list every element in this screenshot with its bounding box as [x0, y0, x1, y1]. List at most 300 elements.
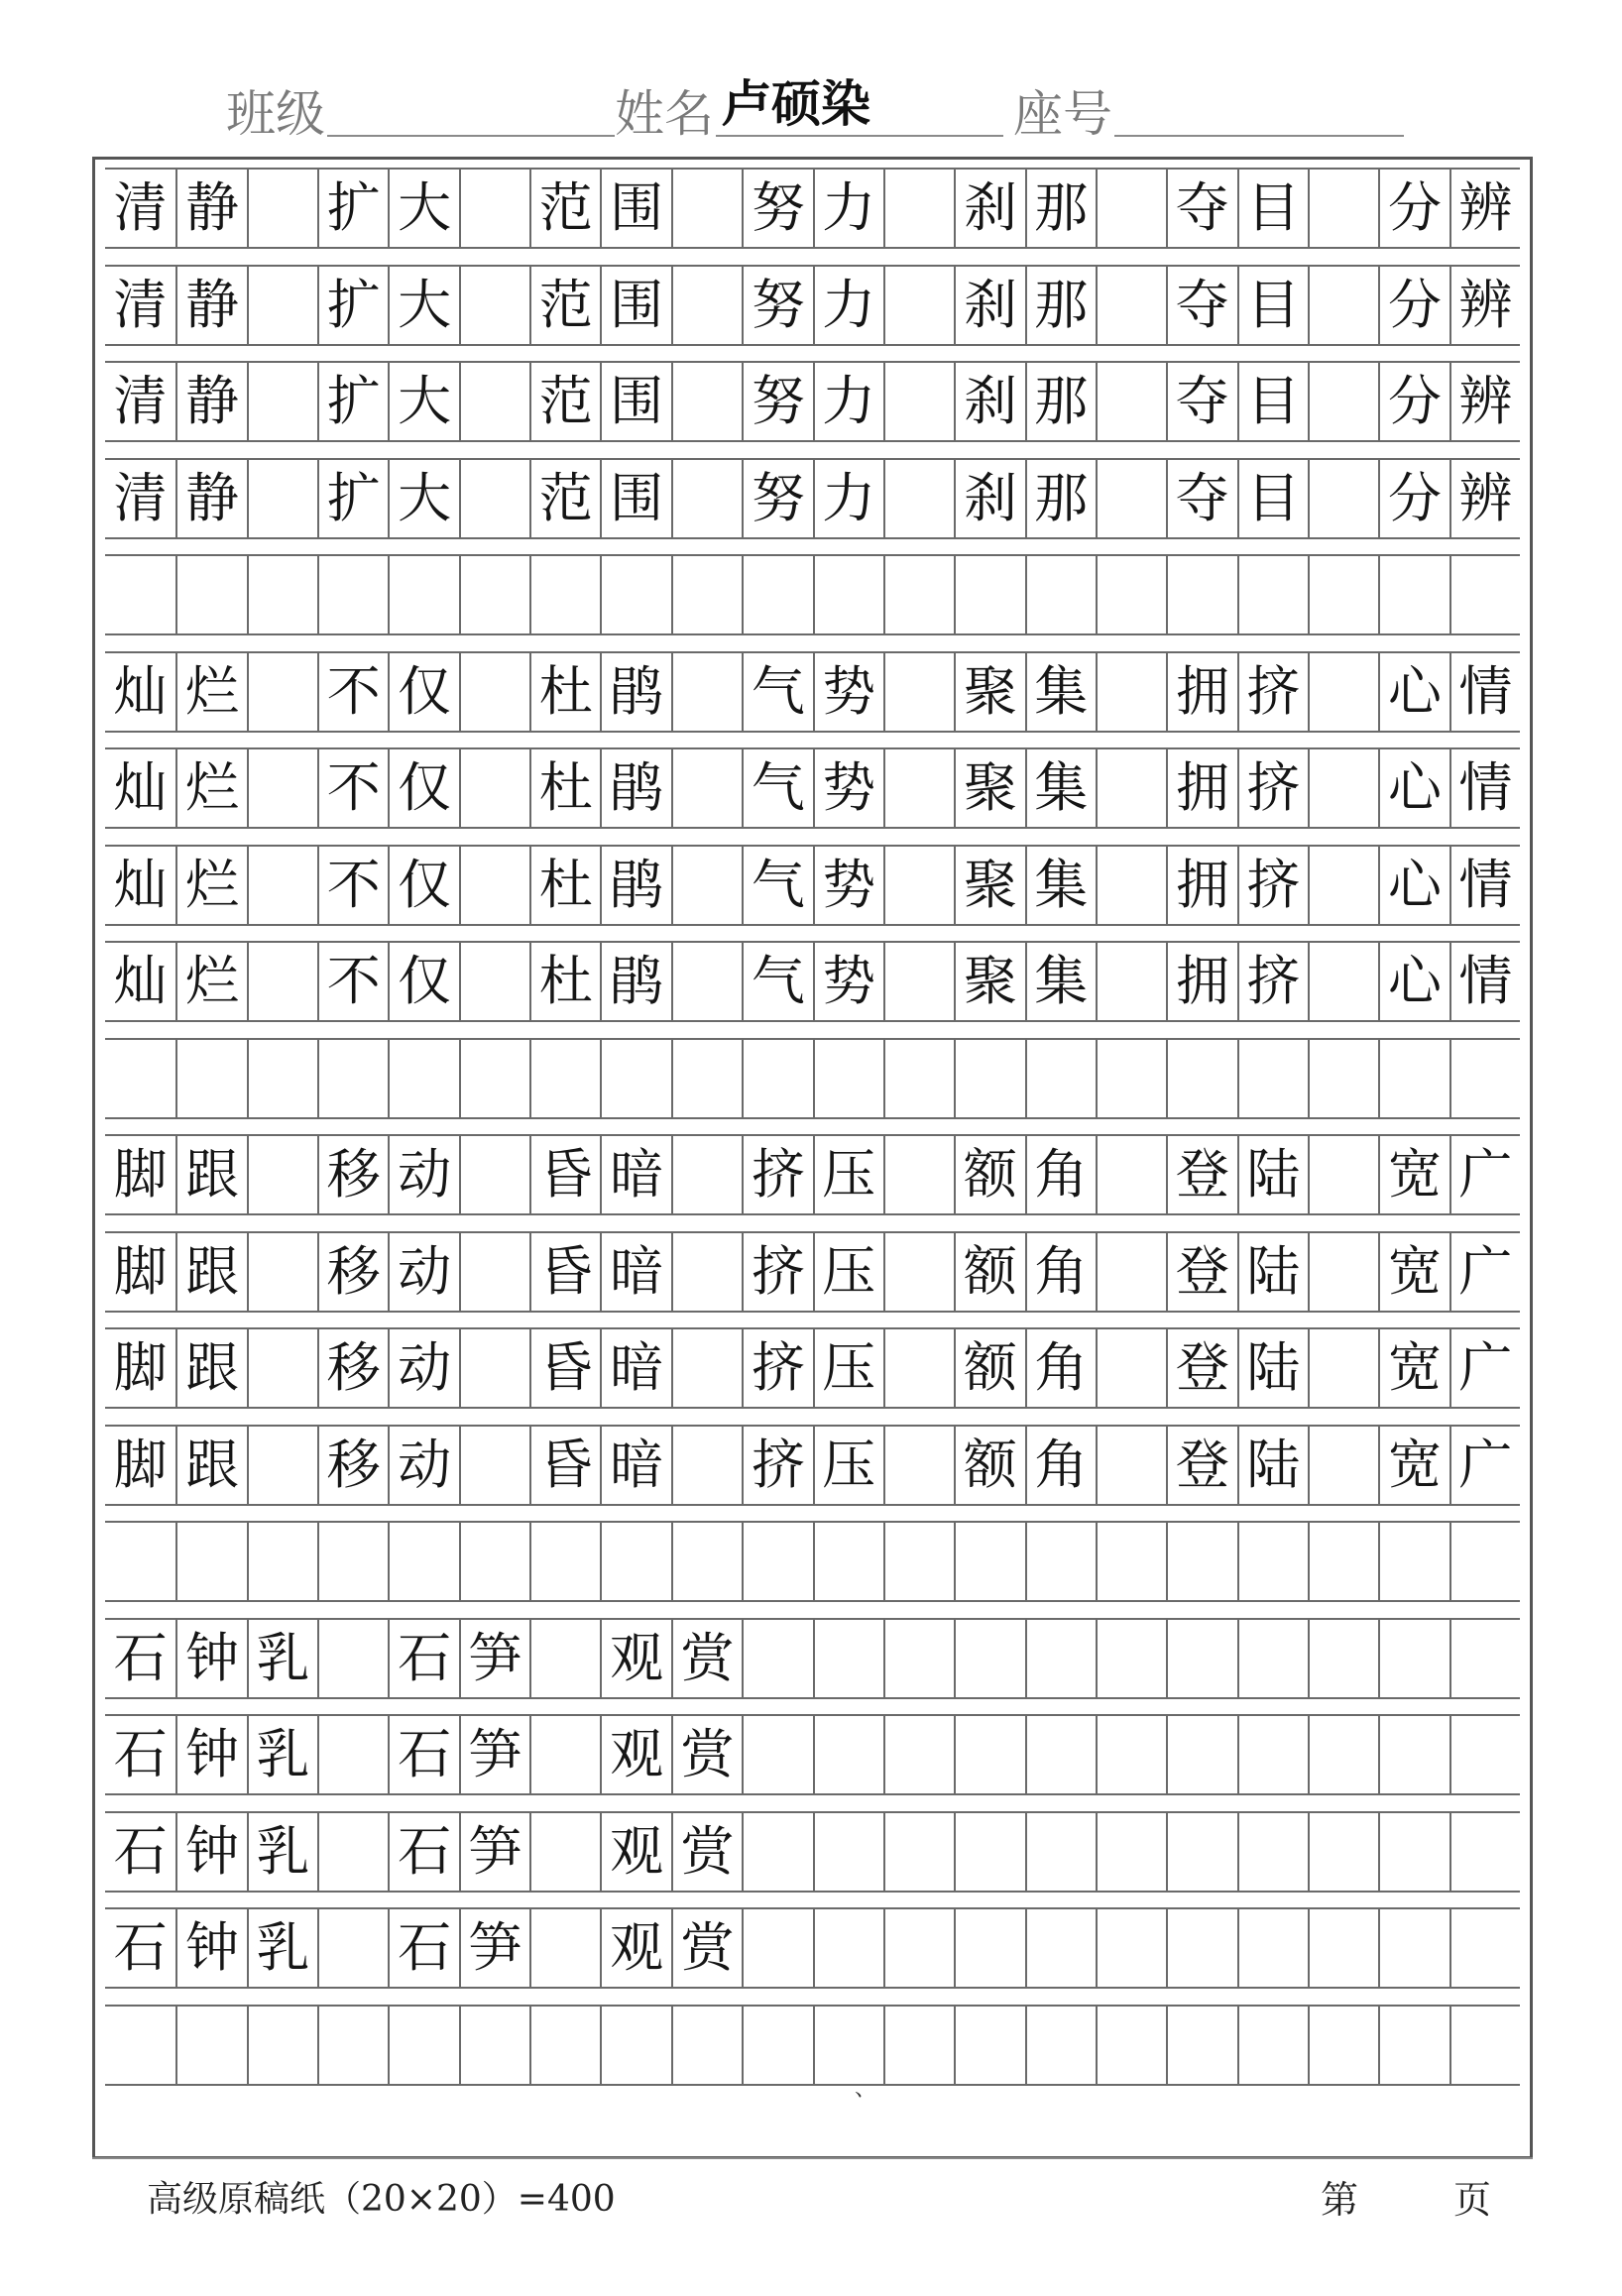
grid-cell: 心	[1378, 653, 1448, 731]
grid-cell: 大	[388, 460, 458, 537]
grid-cell: 挤	[1237, 943, 1308, 1020]
grid-cell: 乳	[247, 1813, 317, 1891]
grid-cell: 围	[600, 267, 670, 344]
grid-cell: 登	[1166, 1427, 1236, 1504]
grid-cell	[883, 1233, 954, 1311]
grid-cell: 努	[742, 460, 812, 537]
grid-cell	[1237, 1813, 1308, 1891]
grid-cell	[954, 1040, 1024, 1117]
grid-cell: 目	[1237, 460, 1308, 537]
paper-spec: 高级原稿纸（20×20）=400	[147, 2179, 616, 2220]
grid-cell: 挤	[742, 1427, 812, 1504]
grid-cell: 刹	[954, 170, 1024, 247]
grid-cell	[813, 1620, 883, 1697]
grid-cell	[671, 556, 742, 633]
grid-cell	[317, 556, 388, 633]
stray-mark: 、	[855, 2077, 877, 2102]
grid-cell: 笋	[459, 1620, 529, 1697]
grid-cell	[883, 1136, 954, 1213]
grid-cell: 扩	[317, 363, 388, 440]
grid-cell	[1308, 943, 1378, 1020]
grid-cell: 广	[1449, 1329, 1520, 1407]
grid-cell: 静	[175, 363, 246, 440]
grid-cell: 清	[113, 273, 168, 336]
grid-row	[105, 1038, 1520, 1119]
grid-cell: 心	[1378, 943, 1448, 1020]
grid-cell	[1166, 1620, 1236, 1697]
grid-cell: 清	[113, 466, 168, 529]
grid-cell	[1096, 1040, 1166, 1117]
grid-cell	[954, 1813, 1024, 1891]
grid-cell	[813, 1909, 883, 1987]
grid-cell	[317, 1716, 388, 1793]
grid-cell	[529, 1813, 600, 1891]
grid-cell	[600, 1040, 670, 1117]
grid-cell	[459, 1136, 529, 1213]
grid-cell: 石	[388, 1620, 458, 1697]
grid-cell: 灿	[113, 853, 168, 916]
grid-cell: 石	[388, 1716, 458, 1793]
grid-cell	[671, 847, 742, 924]
grid-cell	[954, 2007, 1024, 2084]
grid-cell	[1449, 1909, 1520, 1987]
grid-cell	[247, 653, 317, 731]
class-underline	[327, 135, 615, 137]
grid-cell	[1096, 1909, 1166, 1987]
grid-cell: 集	[1025, 847, 1096, 924]
grid-cell: 势	[813, 653, 883, 731]
manuscript-grid	[92, 157, 1533, 2159]
grid-cell: 静	[175, 170, 246, 247]
grid-cell	[1378, 1716, 1448, 1793]
grid-cell	[105, 1523, 175, 1600]
grid-cell	[247, 1040, 317, 1117]
grid-cell	[1096, 1716, 1166, 1793]
grid-cell	[1096, 943, 1166, 1020]
grid-cell: 力	[813, 460, 883, 537]
grid-cell	[813, 1716, 883, 1793]
grid-cell: 角	[1025, 1427, 1096, 1504]
grid-cell	[1025, 1909, 1096, 1987]
grid-cell	[600, 556, 670, 633]
grid-cell: 鹃	[600, 847, 670, 924]
grid-cell: 那	[1025, 460, 1096, 537]
grid-cell	[459, 1040, 529, 1117]
grid-cell	[813, 556, 883, 633]
grid-cell: 暗	[600, 1136, 670, 1213]
grid-row	[105, 1907, 1520, 1989]
grid-cell: 大	[388, 363, 458, 440]
grid-cell: 集	[1025, 653, 1096, 731]
grid-row	[105, 845, 1520, 926]
grid-cell: 额	[954, 1233, 1024, 1311]
grid-cell	[459, 556, 529, 633]
student-name: 卢硕染	[722, 75, 870, 133]
grid-cell	[1166, 1909, 1236, 1987]
grid-cell: 围	[600, 170, 670, 247]
grid-cell: 刹	[954, 363, 1024, 440]
grid-cell	[529, 1716, 600, 1793]
grid-cell: 鹃	[600, 943, 670, 1020]
grid-cell: 角	[1025, 1329, 1096, 1407]
name-label: 姓名	[615, 85, 714, 143]
grid-cell: 挤	[742, 1329, 812, 1407]
page-label-ye: 页	[1453, 2178, 1492, 2222]
grid-cell	[459, 653, 529, 731]
grid-cell: 围	[600, 460, 670, 537]
class-field	[226, 69, 325, 143]
grid-cell	[671, 653, 742, 731]
grid-cell	[954, 1909, 1024, 1987]
grid-cell	[175, 2007, 246, 2084]
grid-cell	[1166, 1040, 1236, 1117]
grid-row	[105, 1425, 1520, 1506]
grid-row	[105, 554, 1520, 635]
grid-cell	[247, 943, 317, 1020]
grid-cell: 跟	[175, 1427, 246, 1504]
grid-cell: 心	[1378, 847, 1448, 924]
grid-cell: 笋	[459, 1813, 529, 1891]
grid-row	[105, 265, 1520, 346]
grid-cell: 分	[1378, 460, 1448, 537]
grid-cell	[1237, 1040, 1308, 1117]
grid-cell: 登	[1166, 1329, 1236, 1407]
grid-cell: 跟	[175, 1136, 246, 1213]
grid-cell: 杜	[529, 653, 600, 731]
grid-cell: 刹	[954, 267, 1024, 344]
grid-cell: 挤	[1237, 653, 1308, 731]
grid-cell: 乳	[247, 1620, 317, 1697]
grid-cell	[954, 1620, 1024, 1697]
grid-cell	[529, 1909, 600, 1987]
class-label: 班级	[226, 85, 325, 143]
grid-cell	[883, 1813, 954, 1891]
grid-cell	[1308, 2007, 1378, 2084]
grid-cell	[1096, 363, 1166, 440]
grid-cell	[1308, 1523, 1378, 1600]
grid-cell: 额	[954, 1427, 1024, 1504]
grid-cell: 跟	[175, 1233, 246, 1311]
grid-cell	[459, 749, 529, 827]
worksheet-header	[0, 0, 1622, 149]
grid-row	[105, 941, 1520, 1022]
grid-cell	[1096, 1233, 1166, 1311]
grid-cell	[1308, 460, 1378, 537]
grid-cell: 角	[1025, 1233, 1096, 1311]
grid-cell: 灿	[113, 659, 168, 723]
grid-cell: 昏	[529, 1136, 600, 1213]
grid-cell: 心	[1378, 749, 1448, 827]
grid-cell: 笋	[459, 1909, 529, 1987]
grid-cell	[1166, 1813, 1236, 1891]
grid-cell	[883, 847, 954, 924]
grid-cell: 动	[388, 1233, 458, 1311]
grid-cell	[459, 1329, 529, 1407]
grid-cell: 仅	[388, 847, 458, 924]
grid-cell: 暗	[600, 1329, 670, 1407]
grid-cell: 聚	[954, 749, 1024, 827]
grid-cell: 夺	[1166, 460, 1236, 537]
grid-cell	[1378, 1909, 1448, 1987]
grid-cell: 扩	[317, 460, 388, 537]
grid-cell	[883, 1329, 954, 1407]
grid-cell: 辨	[1449, 267, 1520, 344]
grid-cell	[1237, 556, 1308, 633]
grid-cell: 广	[1449, 1427, 1520, 1504]
grid-cell: 角	[1025, 1136, 1096, 1213]
grid-cell	[883, 170, 954, 247]
grid-cell	[883, 943, 954, 1020]
grid-cell	[247, 363, 317, 440]
grid-cell	[1025, 2007, 1096, 2084]
grid-cell: 力	[813, 363, 883, 440]
grid-cell: 夺	[1166, 267, 1236, 344]
grid-cell: 刹	[954, 460, 1024, 537]
grid-cell: 额	[954, 1329, 1024, 1407]
grid-cell	[1166, 556, 1236, 633]
grid-cell	[600, 1523, 670, 1600]
grid-cell	[742, 556, 812, 633]
grid-cell	[1308, 1716, 1378, 1793]
grid-cell	[671, 1427, 742, 1504]
grid-cell	[671, 1233, 742, 1311]
grid-cell	[1096, 267, 1166, 344]
grid-cell: 范	[529, 363, 600, 440]
grid-cell: 移	[317, 1427, 388, 1504]
grid-cell	[742, 2007, 812, 2084]
page-label-di: 第	[1321, 2178, 1359, 2222]
grid-cell	[1166, 2007, 1236, 2084]
grid-cell: 围	[600, 363, 670, 440]
grid-cell: 大	[388, 267, 458, 344]
grid-cell	[1025, 1813, 1096, 1891]
grid-cell: 额	[954, 1136, 1024, 1213]
grid-cell: 鹃	[600, 749, 670, 827]
seat-label: 座号	[1013, 85, 1112, 143]
grid-cell: 暗	[600, 1427, 670, 1504]
grid-cell: 灿	[113, 756, 168, 819]
grid-cell: 努	[742, 170, 812, 247]
grid-cell: 压	[813, 1136, 883, 1213]
grid-cell	[671, 1523, 742, 1600]
grid-cell	[742, 1620, 812, 1697]
grid-cell	[1308, 1427, 1378, 1504]
grid-cell	[1096, 1427, 1166, 1504]
grid-cell: 不	[317, 943, 388, 1020]
seat-underline	[1114, 135, 1404, 137]
grid-cell	[1096, 1620, 1166, 1697]
grid-cell	[175, 1523, 246, 1600]
grid-cell	[247, 1136, 317, 1213]
grid-cell: 移	[317, 1329, 388, 1407]
grid-cell: 灿	[113, 950, 168, 1012]
grid-cell: 聚	[954, 653, 1024, 731]
grid-cell	[883, 460, 954, 537]
grid-cell	[529, 556, 600, 633]
grid-cell: 情	[1449, 749, 1520, 827]
grid-cell	[1025, 1716, 1096, 1793]
grid-cell	[883, 1040, 954, 1117]
grid-cell	[317, 2007, 388, 2084]
grid-cell: 范	[529, 170, 600, 247]
grid-row	[105, 651, 1520, 733]
grid-cell: 仅	[388, 943, 458, 1020]
grid-cell	[247, 749, 317, 827]
grid-cell: 不	[317, 847, 388, 924]
grid-cell: 陆	[1237, 1136, 1308, 1213]
grid-cell: 拥	[1166, 943, 1236, 1020]
grid-cell: 烂	[175, 847, 246, 924]
grid-cell	[247, 1233, 317, 1311]
grid-cell	[1025, 1523, 1096, 1600]
grid-cell	[1308, 1909, 1378, 1987]
grid-row	[105, 361, 1520, 442]
grid-cell: 杜	[529, 943, 600, 1020]
grid-cell: 石	[388, 1909, 458, 1987]
grid-cell: 广	[1449, 1136, 1520, 1213]
grid-cell: 宽	[1378, 1427, 1448, 1504]
grid-row	[105, 2005, 1520, 2086]
grid-cell: 烂	[175, 943, 246, 1020]
grid-cell: 钟	[175, 1813, 246, 1891]
grid-row	[105, 1134, 1520, 1215]
grid-cell: 情	[1449, 653, 1520, 731]
grid-cell	[1096, 847, 1166, 924]
grid-cell	[883, 1620, 954, 1697]
grid-cell: 拥	[1166, 749, 1236, 827]
grid-cell: 烂	[175, 749, 246, 827]
grid-cell: 气	[742, 749, 812, 827]
grid-cell	[247, 1427, 317, 1504]
grid-cell	[600, 2007, 670, 2084]
grid-cell: 情	[1449, 943, 1520, 1020]
grid-cell	[1308, 749, 1378, 827]
grid-cell	[1449, 1813, 1520, 1891]
grid-cell	[388, 1040, 458, 1117]
grid-cell	[1025, 1040, 1096, 1117]
grid-cell: 不	[317, 749, 388, 827]
grid-cell	[1096, 653, 1166, 731]
grid-cell: 分	[1378, 267, 1448, 344]
grid-cell	[247, 1523, 317, 1600]
grid-cell: 宽	[1378, 1233, 1448, 1311]
grid-cell: 不	[317, 653, 388, 731]
grid-cell	[1378, 1040, 1448, 1117]
grid-cell: 挤	[1237, 847, 1308, 924]
grid-cell	[247, 267, 317, 344]
grid-cell	[1378, 1523, 1448, 1600]
grid-cell	[883, 556, 954, 633]
grid-cell	[1096, 170, 1166, 247]
grid-cell: 范	[529, 460, 600, 537]
grid-cell: 情	[1449, 847, 1520, 924]
footer-rule	[92, 2157, 1533, 2159]
grid-cell: 杜	[529, 847, 600, 924]
grid-cell	[883, 363, 954, 440]
grid-cell: 压	[813, 1329, 883, 1407]
grid-cell: 力	[813, 267, 883, 344]
grid-cell: 移	[317, 1136, 388, 1213]
grid-cell	[883, 1427, 954, 1504]
grid-cell: 脚	[113, 1143, 168, 1205]
grid-cell	[529, 2007, 600, 2084]
grid-cell	[1308, 1233, 1378, 1311]
grid-cell	[671, 2007, 742, 2084]
grid-cell	[1096, 1329, 1166, 1407]
grid-cell	[317, 1813, 388, 1891]
grid-cell	[813, 1813, 883, 1891]
grid-cell	[1237, 1909, 1308, 1987]
grid-cell	[247, 2007, 317, 2084]
grid-cell: 动	[388, 1329, 458, 1407]
grid-cell: 昏	[529, 1233, 600, 1311]
grid-cell: 石	[113, 1723, 168, 1785]
grid-cell: 分	[1378, 170, 1448, 247]
grid-cell	[813, 1040, 883, 1117]
grid-cell	[459, 267, 529, 344]
grid-cell	[247, 847, 317, 924]
grid-cell: 辨	[1449, 363, 1520, 440]
grid-cell	[1237, 1523, 1308, 1600]
grid-cell	[1096, 1813, 1166, 1891]
grid-cell	[175, 556, 246, 633]
grid-cell: 烂	[175, 653, 246, 731]
grid-row	[105, 458, 1520, 539]
grid-cell	[1308, 653, 1378, 731]
grid-row	[105, 1521, 1520, 1602]
grid-cell: 拥	[1166, 847, 1236, 924]
grid-cell: 脚	[113, 1433, 168, 1496]
grid-cell: 压	[813, 1233, 883, 1311]
grid-cell	[1449, 1620, 1520, 1697]
grid-cell	[671, 1329, 742, 1407]
grid-cell: 大	[388, 170, 458, 247]
grid-cell	[175, 1040, 246, 1117]
grid-cell	[671, 1136, 742, 1213]
grid-cell: 脚	[113, 1336, 168, 1399]
grid-cell	[459, 2007, 529, 2084]
grid-cell	[883, 2007, 954, 2084]
grid-cell	[954, 1716, 1024, 1793]
grid-cell	[1096, 2007, 1166, 2084]
grid-cell	[1378, 2007, 1448, 2084]
grid-cell	[459, 1523, 529, 1600]
grid-cell: 跟	[175, 1329, 246, 1407]
grid-cell: 移	[317, 1233, 388, 1311]
grid-cell	[388, 1523, 458, 1600]
grid-cell: 广	[1449, 1233, 1520, 1311]
grid-cell	[1308, 1813, 1378, 1891]
grid-cell	[459, 170, 529, 247]
grid-cell	[1308, 556, 1378, 633]
grid-cell	[459, 943, 529, 1020]
grid-cell: 努	[742, 267, 812, 344]
grid-cell: 钟	[175, 1909, 246, 1987]
grid-cell	[1378, 1620, 1448, 1697]
grid-cell	[883, 749, 954, 827]
grid-cell: 钟	[175, 1620, 246, 1697]
grid-cell: 仅	[388, 749, 458, 827]
grid-cell	[1308, 267, 1378, 344]
grid-cell: 目	[1237, 267, 1308, 344]
grid-cell	[671, 943, 742, 1020]
grid-cell: 分	[1378, 363, 1448, 440]
grid-cell: 静	[175, 267, 246, 344]
grid-cell: 陆	[1237, 1427, 1308, 1504]
grid-cell	[529, 1523, 600, 1600]
grid-cell: 赏	[671, 1813, 742, 1891]
grid-cell	[1096, 460, 1166, 537]
